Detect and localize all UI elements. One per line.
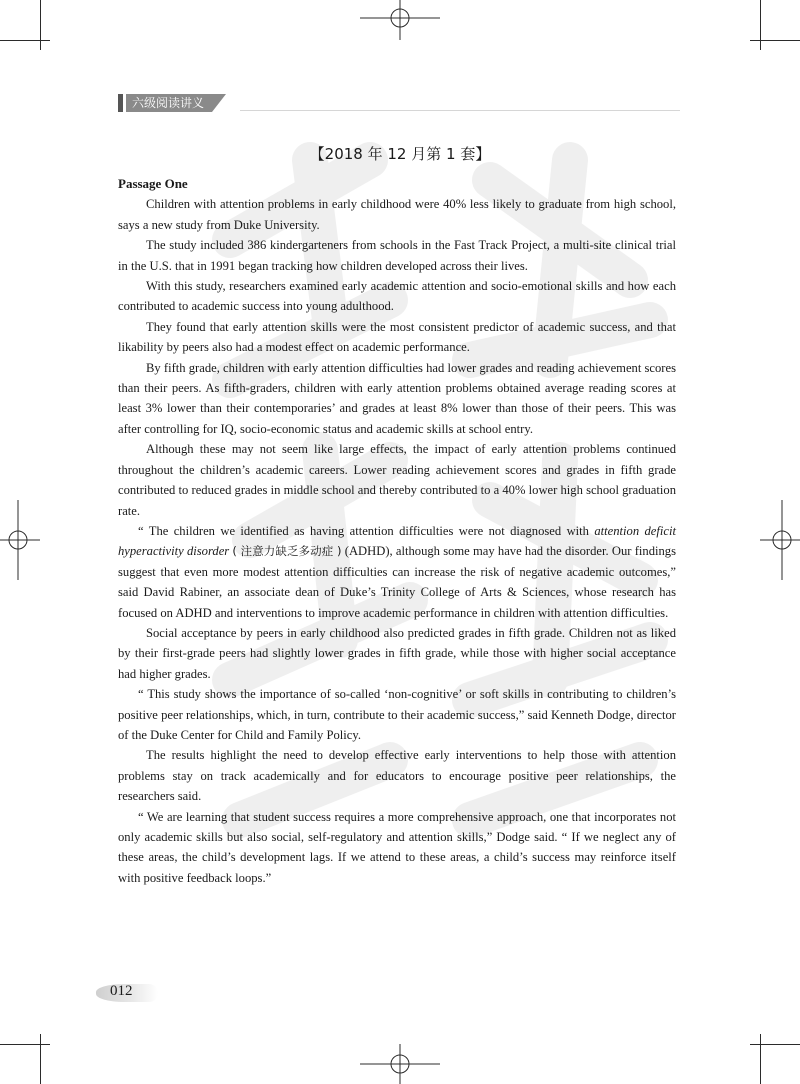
paragraph-text: “ The children we identified as having attention difficulties were not diagnosed with [138, 523, 595, 538]
paragraph-text: (ADHD), although some may have had the disorder. Our findings suggest that even more modest attention difficulties can increase the risk of negative academic outcomes,” said David Rabiner, an associate dean of Duke’s Trinity College of Arts & Sciences, whose research has focused on ADHD and interventions to improve academic performance in children with attention difficulties. [118, 544, 676, 620]
crop-mark [750, 40, 800, 41]
passage-body [118, 174, 676, 888]
paragraph: Social acceptance by peers in early childhood also predicted grades in fifth grade. Children not as liked by their first-grade peers had slightly lower grades in fifth grade, while those with higher social acceptance had higher grades. [118, 625, 676, 681]
registration-mark-bottom [360, 1044, 440, 1084]
page-number-badge [96, 982, 158, 1002]
chinese-gloss: ( 注意力缺乏多动症 ) [232, 544, 342, 559]
registration-mark-right [760, 500, 800, 580]
crop-mark [40, 0, 41, 50]
paragraph: With this study, researchers examined early academic attention and socio-emotional skills and how each contributed to academic success into young adulthood. [118, 279, 676, 314]
crop-mark [0, 40, 50, 41]
paragraph: “ We are learning that student success requires a more comprehensive approach, one that incorporates not only academic skills but also social, self-regulatory and attention skills,” Dodge said. “ If we neglect any of these areas, the child’s development lags. If we attend to these areas, a child’s success may reinforce itself with positive feedback loops.” [118, 809, 676, 885]
paragraph: The results highlight the need to develop effective early interventions to help those with attention problems stay on track academically and for educators to encourage positive peer relationships, the researchers said. [118, 748, 676, 804]
registration-mark-left [0, 500, 40, 580]
paragraph: Children with attention problems in early childhood were 40% less likely to graduate from high school, says a new study from Duke University. [118, 197, 676, 232]
crop-mark [40, 1034, 41, 1084]
exam-set-title: 【2018 年 12 月第 1 套】 [309, 145, 491, 163]
paragraph: “ This study shows the importance of so-called ‘non-cognitive’ or soft skills in contributing to children’s positive peer relationships, which, in turn, contribute to their academic success,” said Kenneth Dodge, director of the Duke Center for Child and Family Policy. [118, 687, 676, 742]
paragraph: Although these may not seem like large effects, the impact of early attention problems continued throughout the children’s academic careers. Lower reading achievement scores and grades in fifth grade contributed to reduced grades in middle school and thereby contributed to a 40% lower high school graduation rate. [118, 442, 676, 518]
paragraph: They found that early attention skills were the most consistent predictor of academic success, and that likability by peers also had a modest effect on academic performance. [118, 319, 676, 355]
crop-mark [0, 1044, 50, 1045]
header-tag-tail [212, 94, 226, 112]
crop-mark [760, 1034, 761, 1084]
crop-mark [750, 1044, 800, 1045]
section-label: 六级阅读讲义 [126, 94, 212, 112]
paragraph: The study included 386 kindergarteners from schools in the Fast Track Project, a multi-site clinical trial in the U.S. that in 1991 began tracking how children developed across their lives. [118, 238, 676, 273]
paragraph-quote-rabiner [118, 521, 676, 623]
passage-heading: Passage One [118, 176, 188, 191]
header-tag-bar [118, 94, 123, 112]
header-rule [240, 110, 680, 111]
page-number: 012 [110, 983, 133, 999]
italic-term: attention deficit hyperactivity disorder [118, 523, 676, 559]
paragraph: By fifth grade, children with early attention difficulties had lower grades and reading achievement scores than their peers. As fifth-graders, children with early attention problems obtained average reading scores at least 3% lower than their contemporaries’ and grades at least 8% lower than those of their peers. This was after controlling for IQ, socio-economic status and academic skills at school entry. [118, 360, 676, 436]
crop-mark [760, 0, 761, 50]
section-header-tag [118, 94, 226, 112]
registration-mark-top [360, 0, 440, 40]
